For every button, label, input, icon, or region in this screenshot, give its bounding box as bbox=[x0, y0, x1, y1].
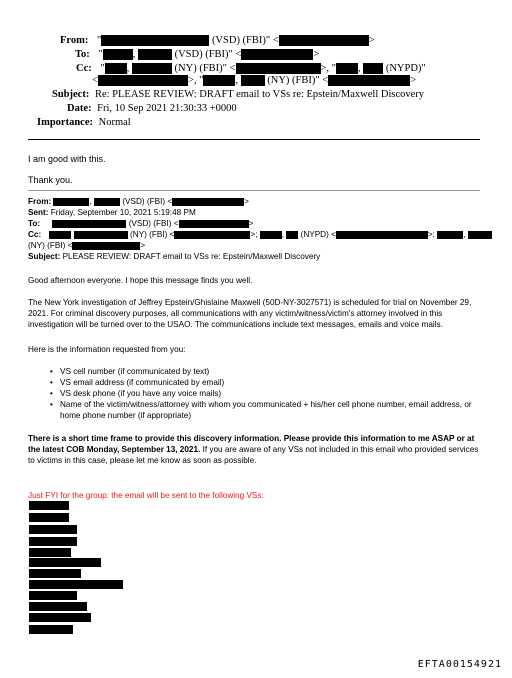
redaction-block bbox=[29, 525, 77, 534]
inner-from-label: From: bbox=[28, 197, 52, 206]
outer-importance-value: Normal bbox=[98, 117, 131, 128]
inner-cc-comma2: , bbox=[463, 230, 466, 239]
outer-importance-label: Importance: bbox=[37, 117, 93, 128]
outer-cc-close: > bbox=[410, 75, 417, 86]
redaction-block bbox=[138, 49, 172, 60]
redaction-block bbox=[29, 602, 87, 611]
redaction-block bbox=[29, 569, 81, 578]
redaction-block bbox=[29, 501, 69, 510]
inner-to-close: > bbox=[248, 219, 254, 228]
outer-cc-sep: >, " bbox=[320, 63, 336, 74]
outer-subject-row bbox=[52, 88, 424, 101]
outer-to-quote: " bbox=[98, 49, 103, 60]
inner-sent-label: Sent: bbox=[28, 208, 49, 217]
outer-date-label: Date: bbox=[67, 103, 92, 114]
redaction-block bbox=[328, 75, 410, 86]
greeting: Good afternoon everyone. I hope this message finds you well. bbox=[28, 276, 253, 285]
outer-from-close: > bbox=[368, 35, 375, 46]
outer-date-row bbox=[67, 102, 237, 115]
inner-cc-label: Cc: bbox=[28, 230, 42, 239]
outer-cc-comma3: , bbox=[235, 75, 239, 86]
outer-to-row bbox=[75, 48, 319, 61]
outer-cc-comma2: , bbox=[357, 63, 361, 74]
redaction-block bbox=[94, 198, 120, 206]
redaction-block bbox=[172, 198, 244, 206]
list-item: • Name of the victim/witness/attorney with whom you communicated + his/her cell phone number, email address, or home phone number (if appropriate) bbox=[50, 399, 480, 421]
redaction-block bbox=[241, 75, 265, 86]
redaction-block bbox=[437, 230, 466, 239]
redaction-block bbox=[179, 220, 249, 228]
list-item: • VS email address (if communicated by email) bbox=[50, 377, 480, 388]
inner-subject-row bbox=[28, 251, 320, 262]
redaction-block bbox=[72, 242, 140, 250]
reply-line-2: Thank you. bbox=[28, 175, 73, 185]
redaction-block bbox=[279, 35, 369, 46]
redaction-block bbox=[236, 63, 321, 74]
outer-cc-row2 bbox=[92, 74, 416, 87]
paragraph-1: The New York investigation of Jeffrey Epstein/Ghislaine Maxwell (50D-NY-3027571) is scheduled for trial on November 29, 2021. For criminal discovery purposes, all communications with any victim/witness/victim's attorney involved in this investigation will be turned over to the USAO. The communications include text messages, emails and voice mails. bbox=[28, 298, 472, 329]
inner-cc-close: > bbox=[140, 241, 146, 250]
redaction-block bbox=[29, 613, 91, 622]
redaction-block bbox=[105, 63, 127, 74]
outer-cc-nypd: (NYPD)" bbox=[385, 63, 426, 74]
inner-from-org: (VSD) (FBI) < bbox=[122, 197, 173, 206]
outer-from-row bbox=[60, 34, 375, 47]
outer-cc-open: < bbox=[92, 75, 98, 86]
inner-cc-sep2: >; bbox=[427, 230, 435, 239]
fyi-note: Just FYI for the group: the email will be sent to the following VSs: bbox=[28, 491, 264, 500]
redaction-block bbox=[241, 49, 313, 60]
info-list bbox=[50, 366, 480, 421]
inner-sent-row bbox=[28, 207, 196, 218]
redaction-block bbox=[29, 537, 77, 546]
redaction-block bbox=[29, 558, 101, 567]
reply-line-1: I am good with this. bbox=[28, 154, 106, 164]
inner-from-row bbox=[28, 196, 249, 207]
inner-from-comma: , bbox=[89, 197, 92, 206]
inner-subject-label: Subject: bbox=[28, 252, 61, 261]
inner-cc-comma: , bbox=[281, 230, 285, 239]
outer-cc-org: (NY) (FBI)" < bbox=[174, 63, 236, 74]
inner-from-close: > bbox=[244, 197, 249, 206]
outer-from-label: From: bbox=[60, 35, 89, 46]
redaction-block bbox=[132, 63, 172, 74]
deadline-normal: If you are aware of any VSs not included in this email who provided services to victims in this case, please let me know as soon as possible. bbox=[28, 445, 479, 465]
outer-cc-sep2: >, " bbox=[187, 75, 204, 86]
redaction-block bbox=[260, 230, 285, 239]
redaction-block bbox=[174, 231, 250, 239]
quote-divider bbox=[28, 190, 480, 191]
outer-from-org: (VSD) (FBI)" < bbox=[211, 35, 279, 46]
outer-subject-value: Re: PLEASE REVIEW: DRAFT email to VSs re: Epstein/Maxwell Discovery bbox=[94, 89, 425, 100]
list-item: • VS cell number (if communicated by text) bbox=[50, 366, 480, 377]
redaction-block bbox=[203, 75, 235, 86]
redaction-block bbox=[29, 625, 73, 634]
inner-cc-row2 bbox=[28, 240, 145, 251]
deadline-paragraph bbox=[28, 433, 483, 466]
redaction-block bbox=[29, 548, 71, 557]
redaction-block bbox=[363, 63, 383, 74]
inner-cc-sep: >; bbox=[250, 230, 258, 239]
outer-importance-row bbox=[37, 116, 131, 129]
outer-subject-label: Subject: bbox=[52, 89, 90, 100]
inner-cc-nypd: (NYPD) < bbox=[300, 230, 336, 239]
document-id: EFTA00154921 bbox=[417, 659, 502, 670]
redaction-block bbox=[53, 197, 92, 206]
redaction-block bbox=[468, 231, 492, 239]
inner-cc-org2: (NY) (FBI) < bbox=[28, 241, 73, 250]
paragraph-2: Here is the information requested from you: bbox=[28, 345, 186, 354]
outer-to-org: (VSD) (FBI)" < bbox=[174, 49, 242, 60]
outer-cc-label: Cc: bbox=[76, 63, 92, 74]
inner-to-row bbox=[28, 218, 253, 229]
redaction-block bbox=[286, 231, 298, 239]
outer-to-close: > bbox=[313, 49, 320, 60]
outer-date-value: Fri, 10 Sep 2021 21:30:33 +0000 bbox=[97, 103, 237, 114]
inner-to-label: To: bbox=[28, 219, 41, 228]
inner-subject-value: PLEASE REVIEW: DRAFT email to VSs re: Epstein/Maxwell Discovery bbox=[62, 252, 321, 261]
outer-from-quote: " bbox=[97, 35, 102, 46]
redaction-block bbox=[52, 220, 126, 228]
outer-cc-quote: " bbox=[100, 63, 105, 74]
inner-cc-org: (NY) (FBI) < bbox=[130, 230, 175, 239]
redaction-block bbox=[49, 231, 71, 239]
deadline-bold: There is a short time frame to provide this discovery information. Please provide this information to me ASAP or at the latest COB Monday, September 13, 2021. bbox=[28, 434, 475, 454]
redaction-block bbox=[336, 231, 428, 239]
list-item: • VS desk phone (if you have any voice mails) bbox=[50, 388, 480, 399]
inner-to-org: (VSD) (FBI) < bbox=[128, 219, 179, 228]
redaction-block bbox=[336, 63, 358, 74]
redaction-block bbox=[29, 580, 123, 589]
redaction-block bbox=[74, 231, 128, 239]
outer-cc-comma: , bbox=[126, 63, 130, 74]
redaction-block bbox=[29, 591, 77, 600]
redaction-block bbox=[101, 35, 209, 46]
inner-cc-row1 bbox=[28, 229, 492, 240]
header-divider bbox=[28, 139, 480, 140]
outer-cc-org2: (NY) (FBI)" < bbox=[267, 75, 329, 86]
redaction-block bbox=[29, 513, 69, 522]
redaction-block bbox=[103, 49, 133, 60]
outer-to-label: To: bbox=[75, 49, 90, 60]
redaction-block bbox=[98, 75, 188, 86]
inner-sent-value: Friday, September 10, 2021 5:19:48 PM bbox=[50, 208, 196, 217]
outer-to-comma: , bbox=[132, 49, 136, 60]
